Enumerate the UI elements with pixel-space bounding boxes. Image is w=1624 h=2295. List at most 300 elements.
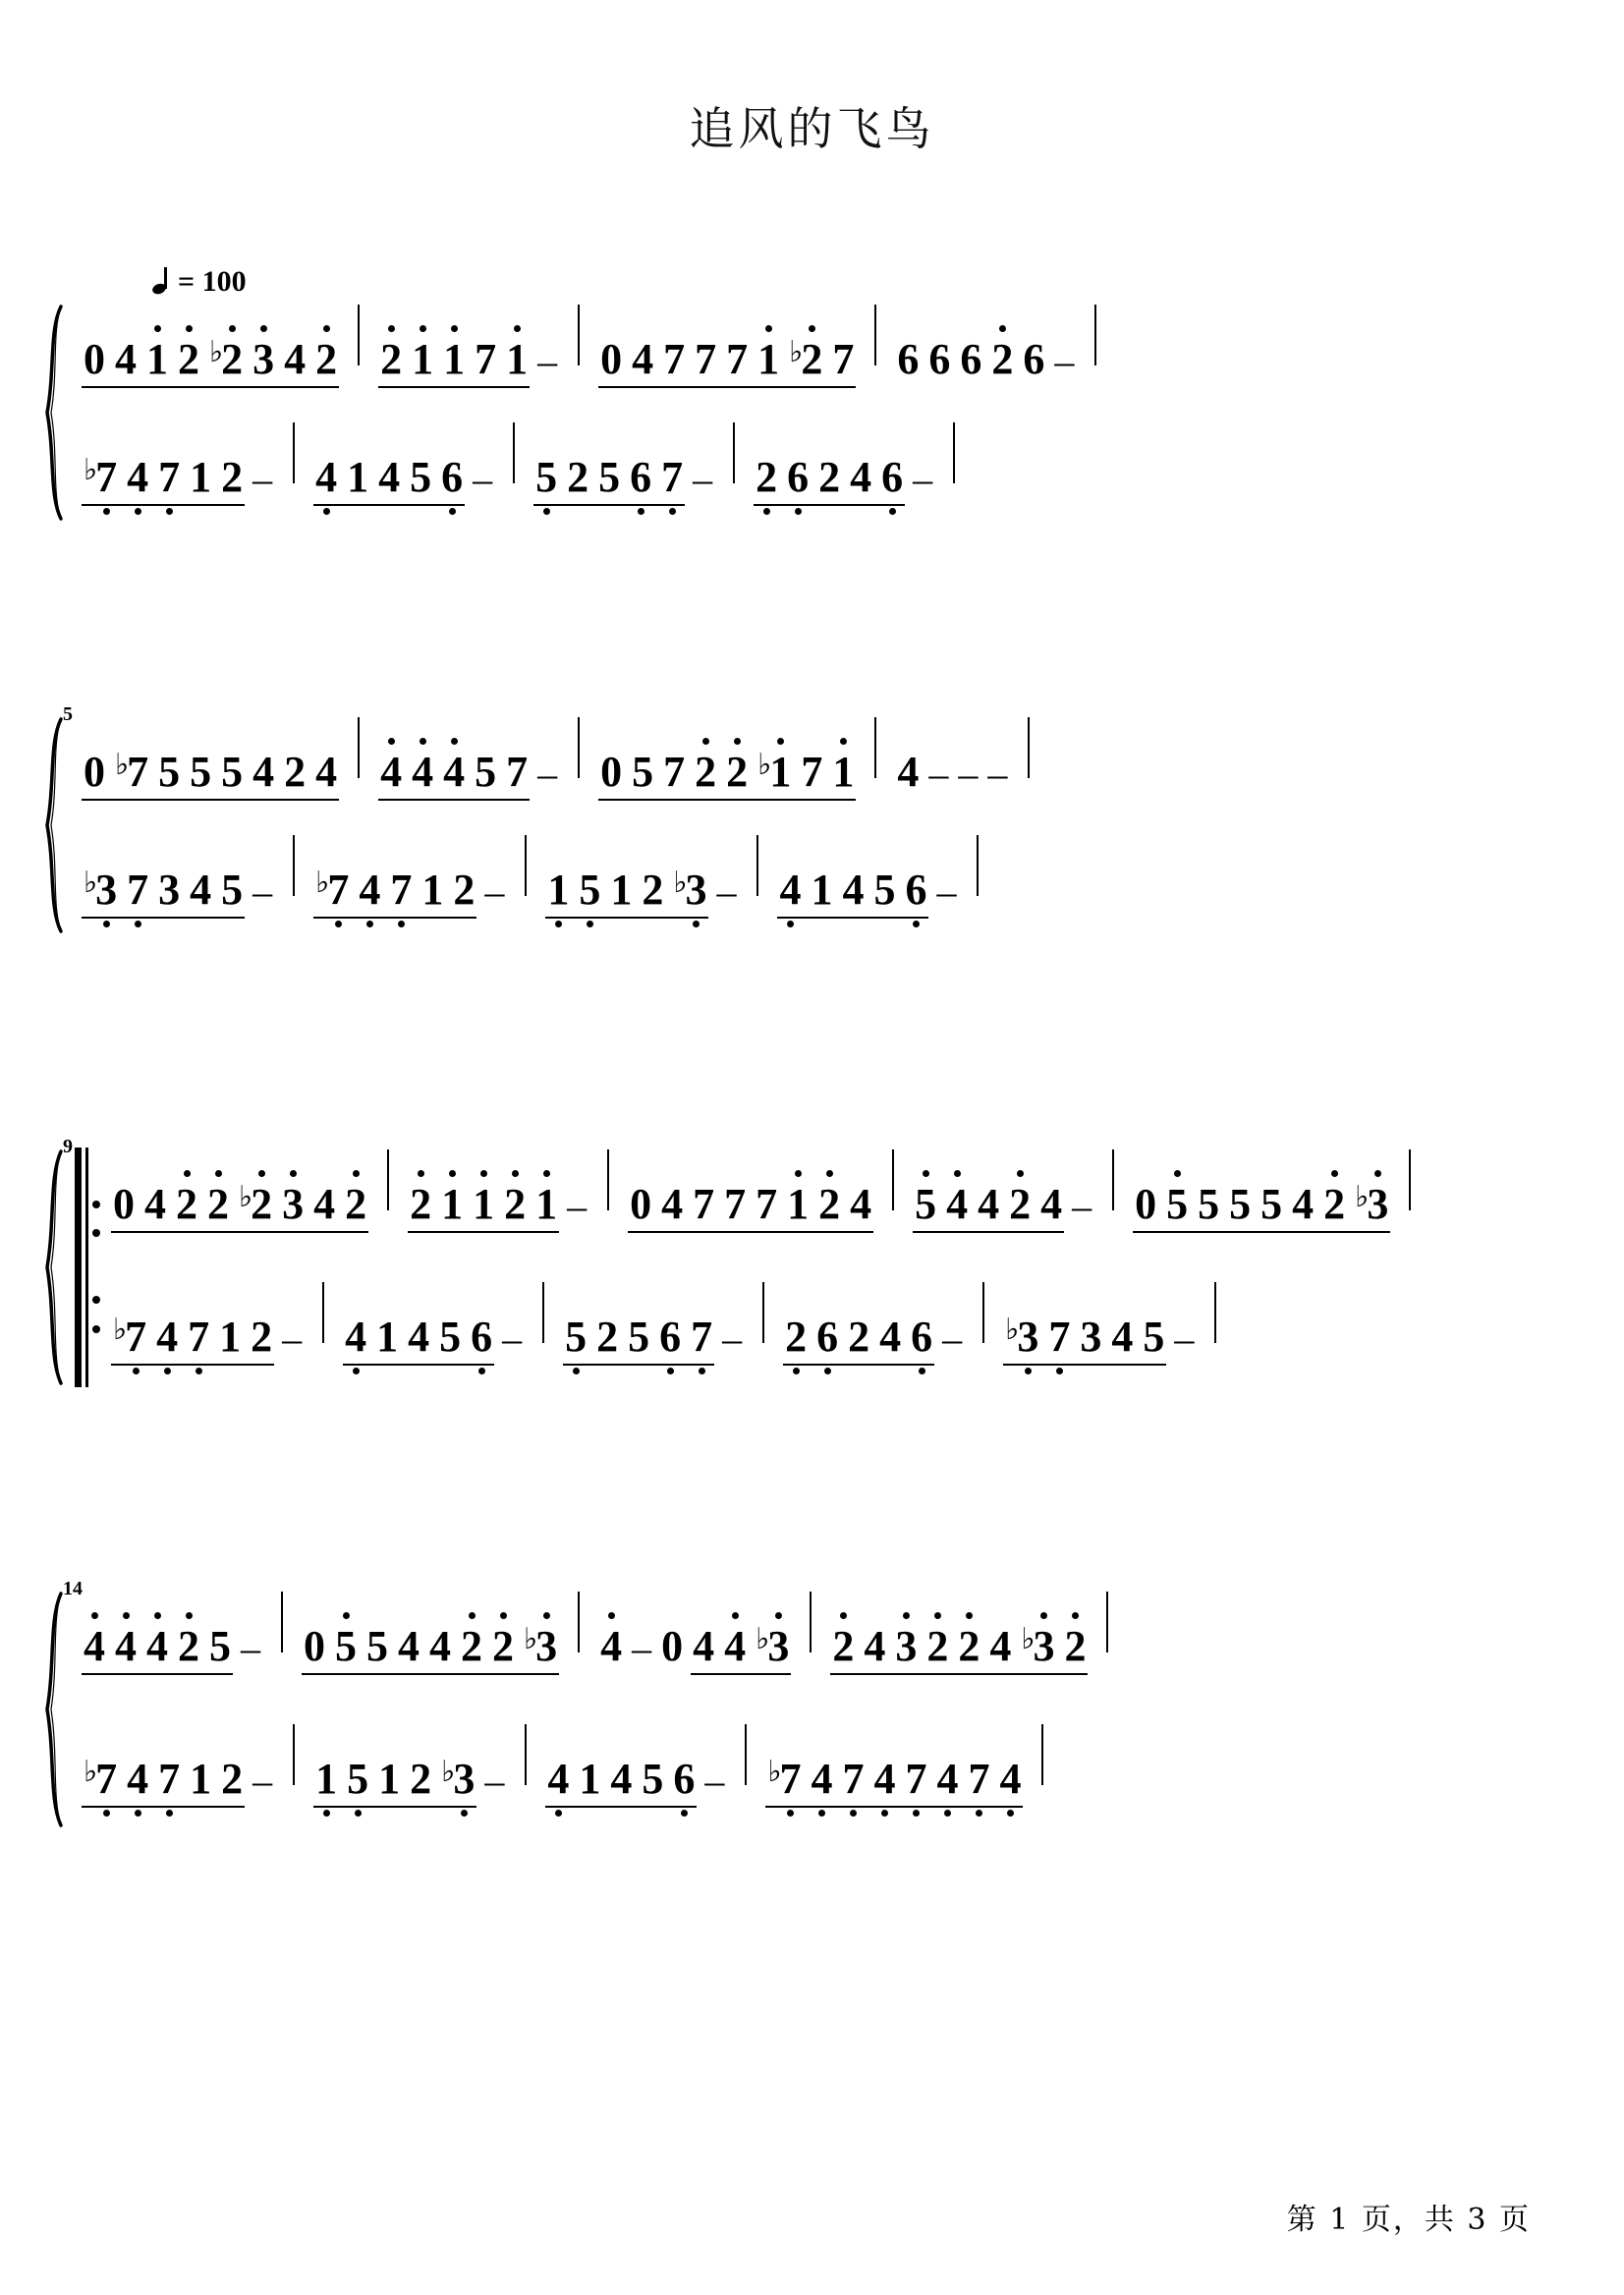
note: 6: [1023, 335, 1045, 383]
note: 7: [842, 1755, 865, 1803]
sustain-dash: –: [252, 457, 273, 501]
page-title: 追风的飞鸟: [689, 102, 935, 155]
measure: [589, 335, 865, 383]
note: 2: [453, 866, 476, 914]
measure: [73, 453, 283, 501]
sustain-dash: –: [958, 752, 979, 796]
note: 7: [127, 866, 149, 914]
measure: [305, 453, 503, 501]
note: 4: [811, 1755, 833, 1803]
measure: [1124, 1180, 1399, 1228]
sustain-dash: –: [473, 457, 493, 501]
flat-sign: ♭: [524, 1622, 538, 1656]
barline: [358, 717, 360, 778]
note: 4: [1111, 1313, 1134, 1361]
barline: [513, 422, 515, 483]
measure: [73, 868, 283, 912]
note: 2: [567, 453, 589, 501]
note: 1: [579, 1755, 601, 1803]
sustain-dash: –: [704, 1759, 725, 1803]
sustain-dash: –: [252, 869, 273, 914]
barline: [293, 835, 295, 896]
flat-sign: ♭: [113, 1313, 128, 1347]
quarter-note-icon: [152, 267, 174, 297]
measure: [745, 453, 943, 501]
note: 2: [178, 335, 199, 383]
beamed-note-group: [542, 868, 711, 912]
barline: [607, 1149, 609, 1210]
brace-icon: [39, 1592, 73, 1867]
beamed-note-group: [79, 1755, 248, 1803]
note: 3: [158, 866, 181, 914]
barline: [293, 422, 295, 483]
note: 2: [221, 453, 244, 501]
measure: [886, 335, 1085, 383]
note: 2: [818, 453, 841, 501]
note: 4: [610, 1755, 633, 1803]
note: 4: [443, 748, 466, 796]
note: 5: [209, 1622, 231, 1670]
beamed-note-group: [762, 1755, 1026, 1803]
measure: [589, 1622, 800, 1670]
note: 1: [811, 866, 833, 914]
note: 4: [661, 1180, 684, 1228]
flat-sign: ♭: [1355, 1180, 1370, 1214]
note: 4: [378, 453, 401, 501]
note: 2: [461, 1622, 482, 1670]
note: 2: [1009, 1180, 1032, 1228]
flat-sign: ♭: [84, 453, 98, 487]
sustain-dash: –: [913, 457, 933, 501]
note: 4: [315, 748, 338, 796]
measure: [619, 1180, 882, 1228]
note: 4: [989, 1622, 1012, 1670]
sustain-dash: –: [567, 1184, 588, 1228]
note: 6: [659, 1313, 682, 1361]
note: 1: [473, 1180, 495, 1228]
note: 6: [471, 1313, 493, 1361]
note: 6: [905, 866, 927, 914]
beamed-note-group: [299, 1622, 562, 1670]
note: 4: [936, 1755, 959, 1803]
flat-sign: ♭: [1021, 1622, 1036, 1656]
note: 2: [1323, 1180, 1346, 1228]
note: 2: [756, 453, 778, 501]
note: 2: [504, 1180, 527, 1228]
note: 1: [378, 1755, 401, 1803]
barline-end: [1409, 1149, 1411, 1210]
note: ♭7: [115, 748, 149, 796]
note: 3: [252, 335, 275, 383]
note: 1: [506, 335, 529, 383]
flat-sign: ♭: [767, 1755, 782, 1789]
note: 4: [398, 1622, 420, 1670]
beamed-note-group: [531, 453, 688, 501]
note: 5: [1143, 1313, 1165, 1361]
note: 7: [390, 866, 413, 914]
note: 4: [1292, 1180, 1315, 1228]
sustain-dash: –: [942, 1316, 963, 1361]
brace-icon: [39, 1149, 73, 1425]
note: 2: [221, 1755, 244, 1803]
note: 5: [158, 748, 181, 796]
note: 6: [897, 335, 920, 383]
note: 5: [628, 1313, 650, 1361]
note: 1: [787, 1180, 810, 1228]
note: 1: [376, 1313, 399, 1361]
sustain-dash: –: [252, 1759, 273, 1803]
note: 1: [535, 1180, 558, 1228]
measure: [821, 1622, 1096, 1670]
note: 4: [412, 748, 434, 796]
note: 7: [158, 1755, 181, 1803]
note: 6: [787, 453, 810, 501]
note: 5: [190, 748, 212, 796]
note: 5: [632, 748, 654, 796]
note: 1: [315, 1755, 338, 1803]
note: 1: [421, 866, 444, 914]
barline: [745, 1724, 747, 1785]
barline: [810, 1592, 812, 1652]
measure: [293, 1622, 568, 1670]
measure: [305, 868, 515, 912]
notation-row: [102, 1282, 1592, 1359]
note: 2: [345, 1180, 367, 1228]
note: ♭7: [315, 866, 350, 914]
barline-end: [953, 422, 955, 483]
sustain-dash: –: [1054, 339, 1075, 383]
measure-number: 5: [63, 703, 73, 725]
note: 1: [146, 335, 168, 383]
note: 7: [695, 335, 717, 383]
beamed-note-group: [560, 1315, 717, 1359]
beamed-note-group: [340, 1315, 497, 1359]
note: 4: [1040, 1180, 1063, 1228]
note: 0: [661, 1622, 684, 1670]
sustain-dash: –: [936, 869, 957, 914]
note: 4: [850, 1180, 872, 1228]
flat-sign: ♭: [84, 866, 98, 900]
note: 6: [911, 1313, 933, 1361]
note: ♭7: [113, 1313, 147, 1361]
sustain-dash: –: [928, 752, 949, 796]
note: ♭3: [84, 866, 118, 914]
note: 4: [693, 1622, 715, 1670]
sustain-dash: –: [632, 1626, 652, 1670]
beamed-note-group: [79, 1622, 236, 1670]
sustain-dash: –: [484, 1759, 505, 1803]
barline-end: [977, 835, 979, 896]
note: 7: [475, 335, 497, 383]
note: 2: [284, 748, 307, 796]
note: 4: [879, 1313, 902, 1361]
note: 3: [895, 1622, 918, 1670]
flat-sign: ♭: [757, 748, 772, 782]
barline: [542, 1282, 544, 1343]
note: 4: [115, 1622, 137, 1670]
notation-row: [73, 305, 1592, 381]
beamed-note-group: [1000, 1315, 1169, 1359]
flat-sign: ♭: [115, 748, 130, 782]
measure: [756, 1755, 1032, 1803]
measure: [774, 1315, 973, 1359]
note: 4: [978, 1180, 1000, 1228]
note: 5: [1229, 1180, 1252, 1228]
beamed-note-group: [310, 868, 479, 912]
tempo-value: = 100: [178, 265, 247, 298]
note: ♭3: [441, 1755, 476, 1803]
barline-end: [1041, 1724, 1043, 1785]
note: 5: [1166, 1180, 1189, 1228]
note: 1: [441, 1180, 464, 1228]
music-system: [39, 1136, 1592, 1415]
measure: [369, 335, 568, 383]
measure-number: 14: [63, 1578, 83, 1599]
note: 2: [315, 335, 338, 383]
note: 6: [816, 1313, 839, 1361]
sustain-dash: –: [716, 869, 737, 914]
notation-row: [73, 1592, 1592, 1668]
beamed-note-group: [405, 1180, 562, 1228]
sustain-dash: –: [484, 869, 505, 914]
flat-sign: ♭: [239, 1180, 253, 1214]
note: 4: [127, 1755, 149, 1803]
note: 4: [190, 866, 212, 914]
measure: [554, 1315, 753, 1359]
note: 4: [946, 1180, 969, 1228]
note: 6: [881, 453, 904, 501]
note: 4: [127, 453, 149, 501]
note: 4: [315, 453, 338, 501]
note: ♭1: [757, 748, 792, 796]
sustain-dash: –: [722, 1316, 743, 1361]
beamed-note-group: [79, 335, 342, 383]
barline: [1112, 1149, 1114, 1210]
notation-row: [102, 1149, 1592, 1226]
note: 7: [661, 453, 684, 501]
note: ♭3: [756, 1622, 790, 1670]
repeat-start-barline: [75, 1148, 98, 1387]
notation-row: [73, 1724, 1592, 1801]
note: 5: [335, 1622, 357, 1670]
note: ♭2: [239, 1180, 273, 1228]
music-system: [39, 295, 1592, 550]
note: 2: [207, 1180, 229, 1228]
note: 4: [547, 1755, 570, 1803]
note: 2: [695, 748, 717, 796]
note: 1: [757, 335, 780, 383]
note: 5: [1198, 1180, 1220, 1228]
flat-sign: ♭: [673, 866, 688, 900]
note: 4: [724, 1622, 747, 1670]
barline: [578, 1592, 580, 1652]
barline: [892, 1149, 894, 1210]
sustain-dash: –: [987, 752, 1008, 796]
note: ♭3: [1005, 1313, 1039, 1361]
notation-row: [73, 835, 1592, 912]
measure: [102, 1180, 377, 1228]
sustain-dash: –: [693, 457, 713, 501]
beamed-note-group: [79, 868, 248, 912]
note: 2: [818, 1180, 841, 1228]
beamed-note-group: [375, 748, 532, 796]
barline: [525, 1724, 527, 1785]
note: 7: [663, 748, 686, 796]
beamed-note-group: [310, 1755, 479, 1803]
barline: [874, 305, 876, 365]
measure: [536, 868, 747, 912]
note: 4: [779, 866, 802, 914]
note: 5: [1260, 1180, 1283, 1228]
note: 2: [380, 335, 403, 383]
note: 0: [84, 748, 105, 796]
beamed-note-group: [774, 868, 931, 912]
note: ♭7: [84, 1755, 118, 1803]
note: 4: [632, 335, 654, 383]
barline-end: [1106, 1592, 1108, 1652]
note: 4: [842, 866, 865, 914]
note: ♭2: [789, 335, 823, 383]
note: 3: [1080, 1313, 1102, 1361]
note: 5: [642, 1755, 664, 1803]
beamed-note-group: [108, 1180, 371, 1228]
barline: [525, 835, 527, 896]
measure: [73, 1622, 271, 1670]
note: ♭3: [1021, 1622, 1055, 1670]
note: 6: [960, 335, 982, 383]
measure: [399, 1180, 597, 1228]
note: 6: [441, 453, 464, 501]
barline: [874, 717, 876, 778]
barline-end: [1094, 305, 1096, 365]
notation-row: [73, 717, 1592, 794]
beamed-note-group: [79, 453, 248, 501]
note: 7: [158, 453, 181, 501]
note: 7: [832, 335, 855, 383]
measure: [73, 1755, 283, 1803]
note: ♭3: [673, 866, 707, 914]
note: 2: [726, 748, 749, 796]
notation-row: [73, 422, 1592, 499]
tempo-marking: [152, 265, 247, 299]
flat-sign: ♭: [441, 1755, 456, 1789]
note: ♭7: [767, 1755, 802, 1803]
brace-icon: [39, 305, 73, 560]
note: 7: [905, 1755, 927, 1803]
note: 6: [928, 335, 951, 383]
note: 7: [506, 748, 529, 796]
measure: [904, 1180, 1102, 1228]
beamed-note-group: [780, 1315, 937, 1359]
beamed-note-group: [595, 335, 859, 383]
note: 7: [726, 335, 749, 383]
note: 7: [691, 1313, 713, 1361]
note: 2: [832, 1622, 855, 1670]
note: 1: [190, 1755, 212, 1803]
note: 4: [600, 1622, 623, 1670]
note: 1: [219, 1313, 242, 1361]
barline-end: [1214, 1282, 1216, 1343]
note: 2: [251, 1313, 273, 1361]
measure-number: 9: [63, 1136, 73, 1157]
note: 5: [535, 453, 558, 501]
note: 7: [693, 1180, 715, 1228]
note: 2: [1064, 1622, 1087, 1670]
sustain-dash: –: [1174, 1316, 1195, 1361]
note: 0: [1135, 1180, 1157, 1228]
barline: [281, 1592, 283, 1652]
note: 7: [188, 1313, 210, 1361]
note: 4: [864, 1622, 886, 1670]
note: 4: [345, 1313, 367, 1361]
measure: [536, 1755, 735, 1803]
note: 5: [873, 866, 896, 914]
measure: [768, 868, 967, 912]
measure: [886, 748, 1018, 796]
beamed-note-group: [595, 748, 859, 796]
flat-sign: ♭: [84, 1755, 98, 1789]
note: 0: [84, 335, 105, 383]
music-system: [39, 703, 1592, 963]
note: 4: [408, 1313, 430, 1361]
note: 4: [380, 748, 403, 796]
flat-sign: ♭: [756, 1622, 770, 1656]
note: 7: [663, 335, 686, 383]
note: 0: [600, 748, 623, 796]
note: 2: [785, 1313, 808, 1361]
barline: [733, 422, 735, 483]
note: 7: [801, 748, 823, 796]
barline: [982, 1282, 984, 1343]
note: 3: [282, 1180, 305, 1228]
note: ♭3: [1355, 1180, 1389, 1228]
barline: [293, 1724, 295, 1785]
note: 2: [848, 1313, 870, 1361]
note: 2: [176, 1180, 197, 1228]
barline-end: [1028, 717, 1030, 778]
note: 4: [999, 1755, 1022, 1803]
sustain-dash: –: [537, 339, 558, 383]
measure: [305, 1755, 515, 1803]
note: 2: [492, 1622, 514, 1670]
barline: [762, 1282, 764, 1343]
beamed-note-group: [688, 1622, 794, 1670]
note: 2: [642, 866, 664, 914]
note: 1: [190, 453, 212, 501]
note: 5: [579, 866, 601, 914]
measure: [994, 1315, 1204, 1359]
note: 0: [113, 1180, 135, 1228]
beamed-note-group: [375, 335, 532, 383]
note: 5: [598, 453, 621, 501]
note: 2: [178, 1622, 199, 1670]
note: 2: [991, 335, 1014, 383]
note: 5: [475, 748, 497, 796]
note: 0: [304, 1622, 325, 1670]
note: 2: [410, 1755, 432, 1803]
barline: [578, 717, 580, 778]
barline: [358, 305, 360, 365]
note: 4: [115, 335, 137, 383]
sustain-dash: –: [1072, 1184, 1092, 1228]
note: 1: [347, 453, 369, 501]
sustain-dash: –: [241, 1626, 260, 1670]
note: 4: [146, 1622, 168, 1670]
note: 7: [1048, 1313, 1071, 1361]
note: 4: [284, 335, 307, 383]
note: 5: [410, 453, 432, 501]
note: 5: [439, 1313, 462, 1361]
